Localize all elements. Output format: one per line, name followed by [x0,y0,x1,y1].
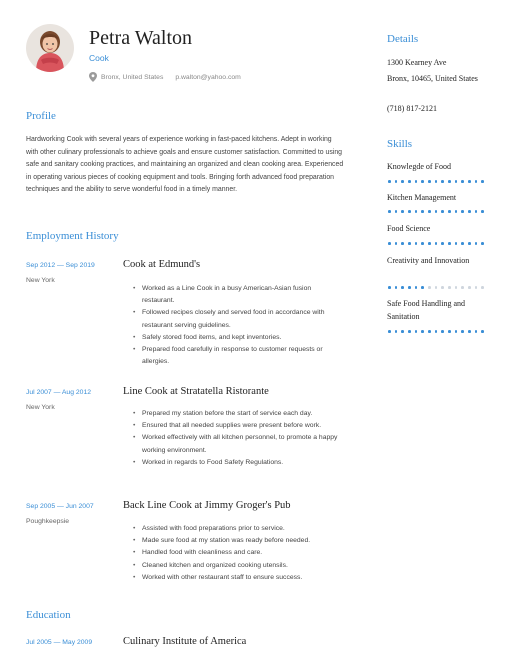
skill-name: Kitchen Management [387,193,457,202]
skill-name: Creativity and Innovation [387,256,470,265]
skill-dot-filled [421,180,424,183]
education-dates: Jul 2005 — May 2009 [26,639,93,646]
skill-dot-filled [475,330,478,333]
skill-dot-filled [468,242,471,245]
skill-dot-filled [455,210,458,213]
map-pin-icon [89,72,97,82]
skill-dot-filled [401,180,404,183]
skill-dot-empty [475,286,478,289]
job-title: Line Cook at Stratatella Ristorante [123,386,269,397]
skill-dot-filled [395,242,398,245]
skill-dot-filled [388,286,391,289]
email-text: p.walton@yahoo.com [175,73,241,81]
skill-dot-filled [421,242,424,245]
skill-dot-filled [435,330,438,333]
job-dates: Sep 2005 — Jun 2007 [26,503,94,510]
location-text: Bronx, United States [101,73,164,81]
education-heading: Education [26,609,71,621]
bullet-item: • Followed recipes closely and served food in accordance with restaurant serving guidelines. [131,307,345,331]
skill-dot-filled [461,210,464,213]
skill-dot-filled [388,330,391,333]
skill-dot-filled [421,210,424,213]
contact-meta [89,72,241,82]
skill-dot-filled [395,210,398,213]
bullet-item: • Worked effectively with all kitchen personnel, to promote a happy working environment. [131,432,345,456]
skill-dot-filled [415,180,418,183]
job-title-header: Cook [89,53,109,63]
skill-dot-empty [455,286,458,289]
skill-dot-filled [401,330,404,333]
skill-dot-filled [448,330,451,333]
skill-dot-filled [475,180,478,183]
skill-dot-filled [408,286,411,289]
skill-dot-filled [428,180,431,183]
skill-dot-filled [408,330,411,333]
skill-dot-empty [448,286,451,289]
job-title: Cook at Edmund's [123,259,201,270]
skill-dot-filled [455,242,458,245]
skill-dot-filled [455,330,458,333]
bullet-item: • Safely stored food items, and kept inventories. [131,332,345,344]
skill-dot-filled [388,180,391,183]
skill-dot-filled [441,330,444,333]
skill-dot-filled [401,286,404,289]
skill-dot-filled [401,210,404,213]
avatar [26,24,74,72]
job-dates: Sep 2012 — Sep 2019 [26,262,95,269]
skill-dot-filled [428,330,431,333]
job-bullets [131,283,345,368]
skill-dot-filled [468,330,471,333]
address-line2: Bronx, 10465, United States [387,74,478,83]
skill-dot-filled [408,242,411,245]
skills-heading: Skills [387,138,413,150]
employment-heading: Employment History [26,230,119,242]
skill-dot-filled [461,242,464,245]
skill-level-bar [388,330,484,333]
skill-dot-filled [415,286,418,289]
skill-level-bar [388,210,484,213]
skill-dot-filled [448,242,451,245]
skill-dot-filled [448,210,451,213]
skill-dot-empty [435,286,438,289]
skill-dot-filled [428,210,431,213]
bullet-item: • Worked with other restaurant staff to ensure success. [131,572,345,584]
skill-level-bar [388,286,484,289]
bullet-item: • Worked in regards to Food Safety Regulations. [131,457,345,469]
skill-dot-empty [468,286,471,289]
details-heading: Details [387,33,419,45]
skill-dot-empty [441,286,444,289]
skill-dot-filled [475,210,478,213]
skill-name: Knowlegde of Food [387,162,451,171]
bullet-item: • Handled food with cleanliness and care. [131,547,345,559]
skill-dot-filled [455,180,458,183]
skill-dot-filled [481,210,484,213]
skill-dot-filled [435,242,438,245]
bullet-item: • Made sure food at my station was ready before needed. [131,535,345,547]
skill-dot-filled [441,180,444,183]
skill-level-bar [388,180,484,183]
skill-dot-filled [401,242,404,245]
skill-dot-filled [421,330,424,333]
skill-dot-filled [435,180,438,183]
skill-dot-filled [461,330,464,333]
skill-dot-filled [435,210,438,213]
skill-dot-filled [415,210,418,213]
skill-dot-filled [461,180,464,183]
skill-dot-filled [475,242,478,245]
bullet-item: • Assisted with food preparations prior to service. [131,523,345,535]
skill-dot-filled [395,180,398,183]
skill-dot-filled [421,286,424,289]
person-name: Petra Walton [89,27,192,49]
job-location: New York [26,404,55,411]
skill-dot-empty [428,286,431,289]
skill-dot-filled [408,180,411,183]
bullet-item: • Ensured that all needed supplies were present before work. [131,420,345,432]
education-title: Culinary Institute of America [123,636,247,647]
job-bullets [131,523,345,584]
skill-dot-empty [481,286,484,289]
address-line1: 1300 Kearney Ave [387,58,447,67]
skill-dot-filled [428,242,431,245]
skill-dot-filled [388,242,391,245]
job-dates: Jul 2007 — Aug 2012 [26,389,91,396]
bullet-item: • Prepared my station before the start of service each day. [131,408,345,420]
job-title: Back Line Cook at Jimmy Groger's Pub [123,500,291,511]
skill-dot-filled [441,210,444,213]
skill-dot-filled [395,286,398,289]
skill-dot-filled [468,180,471,183]
skill-dot-filled [468,210,471,213]
skill-name: Safe Food Handling and Sanitation [387,299,465,321]
profile-heading: Profile [26,110,56,122]
skill-dot-filled [441,242,444,245]
skill-dot-filled [481,180,484,183]
phone: (718) 817-2121 [387,104,437,113]
skill-dot-empty [461,286,464,289]
skill-dot-filled [448,180,451,183]
profile-text: Hardworking Cook with several years of experience working in fast-paced kitchens. Adept in working with other culinary professionals to achieve goals and ensure customer satisfaction. Committed to using safe and sanitary cooking practices, and maintaining an organized and clean cooking area. Experienced in operating various pieces of cooking equipment and tools. Bringing forth advanced food preparation techniques and the ability to serve wonderful food in a timely manner. [26,136,344,193]
skill-dot-filled [415,330,418,333]
skill-level-bar [388,242,484,245]
skill-dot-filled [388,210,391,213]
job-bullets [131,408,345,469]
bullet-item: • Worked as a Line Cook in a busy American-Asian fusion restaurant. [131,283,345,307]
skill-name: Food Science [387,224,431,233]
bullet-item: • Cleaned kitchen and organized cooking utensils. [131,560,345,572]
skill-dot-filled [415,242,418,245]
job-location: New York [26,277,55,284]
bullet-item: • Prepared food carefully in response to customer requests or allergies. [131,344,345,368]
skill-dot-filled [481,330,484,333]
skill-dot-filled [395,330,398,333]
job-location: Poughkeepsie [26,518,70,525]
skill-dot-filled [481,242,484,245]
skill-dot-filled [408,210,411,213]
